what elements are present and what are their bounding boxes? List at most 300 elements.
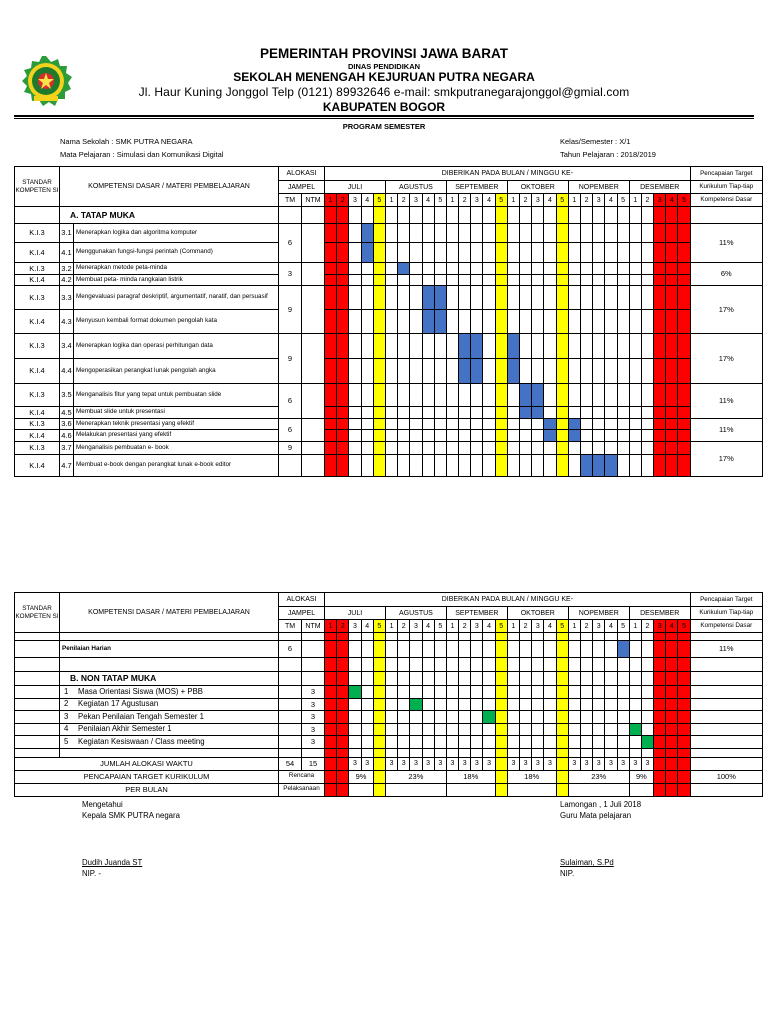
week-cell: [446, 263, 458, 275]
week-cell: [580, 686, 592, 699]
week-cell: [568, 748, 580, 757]
week-cell: [325, 407, 337, 419]
ki-code: K.I.3: [15, 224, 60, 243]
week-cell: [410, 407, 422, 419]
tm-allocation: 3: [279, 263, 302, 286]
week-cell: [385, 334, 397, 359]
week-cell: [507, 430, 519, 442]
header-week: 3: [532, 620, 544, 633]
ntm-activity: [60, 686, 279, 699]
week-cell: [385, 672, 397, 686]
week-cell: [385, 641, 397, 658]
week-cell: [434, 698, 446, 711]
week-cell: [617, 641, 629, 658]
week-cell: [593, 243, 605, 263]
week-cell: [459, 384, 471, 407]
letterhead-rule-thin: [14, 118, 754, 119]
week-cell: [325, 641, 337, 658]
week-cell: [568, 384, 580, 407]
week-cell: [544, 243, 556, 263]
week-cell: [605, 633, 617, 641]
week-cell: [666, 455, 678, 477]
week-cell: [446, 711, 458, 724]
week-cell: [373, 359, 385, 384]
week-cell: [349, 736, 361, 749]
week-cell: [325, 633, 337, 641]
week-cell: [471, 359, 483, 384]
week-cell: [544, 641, 556, 658]
week-cell: [471, 286, 483, 310]
week-cell: [605, 658, 617, 672]
week-cell: [629, 736, 641, 749]
week-cell: [349, 419, 361, 430]
week-cell: [507, 641, 519, 658]
header-target-3: Kompetensi Dasar: [690, 194, 762, 207]
week-cell: [398, 334, 410, 359]
week-cell: [495, 748, 507, 757]
kd-number: 3.6: [61, 419, 72, 429]
week-cell: [398, 455, 410, 477]
week-cell: [373, 723, 385, 736]
ki-code: K.I.4: [15, 430, 60, 442]
week-cell: [593, 207, 605, 224]
week-cell: [532, 442, 544, 455]
week-cell: [337, 723, 349, 736]
pencapaian-month: 23%: [568, 770, 629, 783]
week-cell: [520, 711, 532, 724]
week-cell: [507, 243, 519, 263]
meta-class: Kelas/Semester : X/1: [560, 137, 631, 146]
pencapaian-month: 9%: [629, 770, 653, 783]
blank-cell: [302, 672, 325, 686]
week-cell: [361, 658, 373, 672]
week-cell: [446, 286, 458, 310]
kd-number: 4.2: [61, 275, 72, 285]
week-cell: [593, 698, 605, 711]
header-month: JULI: [325, 181, 386, 194]
week-cell: [617, 334, 629, 359]
week-cell: [361, 633, 373, 641]
ntm-row: [15, 736, 763, 749]
week-cell: [678, 275, 690, 286]
week-cell: [580, 698, 592, 711]
week-cell: [483, 275, 495, 286]
week-cell: [434, 736, 446, 749]
header-week: 3: [654, 620, 666, 633]
week-cell: [641, 275, 653, 286]
week-cell: [422, 633, 434, 641]
week-cell: [337, 430, 349, 442]
week-cell: [459, 419, 471, 430]
pencapaian-month: 23%: [385, 770, 446, 783]
week-cell: [507, 672, 519, 686]
kd-number: 4.3: [60, 310, 74, 334]
kd-text: Melakukan presentasi yang efektif: [74, 430, 279, 442]
blank-cell: [60, 658, 279, 672]
jumlah-week: 3: [617, 757, 629, 770]
week-cell: [495, 243, 507, 263]
header-week: 5: [434, 620, 446, 633]
week-cell: [556, 672, 568, 686]
pelaksanaan-month: [349, 783, 373, 796]
week-cell: [410, 359, 422, 384]
week-cell: [459, 407, 471, 419]
week-cell: [568, 633, 580, 641]
week-cell: [385, 455, 397, 477]
week-cell: [373, 633, 385, 641]
pencapaian-row: [15, 770, 763, 783]
week-cell: [459, 455, 471, 477]
week-cell: [483, 419, 495, 430]
week-cell: [325, 334, 337, 359]
ntm-row: [15, 711, 763, 724]
ntm-number: 5: [64, 736, 69, 746]
week-cell: [434, 658, 446, 672]
week-cell: [483, 207, 495, 224]
week-cell: [507, 419, 519, 430]
week-cell: [483, 736, 495, 749]
blank-cell: [279, 711, 302, 724]
week-cell: [459, 748, 471, 757]
week-cell: [629, 748, 641, 757]
kd-row: [15, 430, 763, 442]
week-cell: [459, 672, 471, 686]
week-cell: [434, 419, 446, 430]
week-cell: [483, 455, 495, 477]
ntm-value: 3: [302, 736, 325, 749]
week-cell: [617, 263, 629, 275]
week-cell: [495, 672, 507, 686]
week-cell: [520, 442, 532, 455]
week-cell: [337, 419, 349, 430]
week-cell: [593, 442, 605, 455]
week-cell: [373, 641, 385, 658]
week-cell: [349, 672, 361, 686]
week-cell: [422, 334, 434, 359]
week-cell: [629, 658, 641, 672]
week-cell: [654, 384, 666, 407]
kd-row: [15, 384, 763, 407]
week-cell: [422, 359, 434, 384]
week-cell: [678, 711, 690, 724]
blank-cell: [279, 686, 302, 699]
week-cell: [373, 672, 385, 686]
week-cell: [568, 641, 580, 658]
header-week: 5: [678, 620, 690, 633]
week-cell: [325, 263, 337, 275]
header-week: 1: [325, 194, 337, 207]
week-cell: [422, 641, 434, 658]
week-cell: [422, 698, 434, 711]
week-cell: [629, 723, 641, 736]
ntm-allocation: [302, 224, 325, 263]
week-cell: [666, 736, 678, 749]
header-month: JULI: [325, 607, 386, 620]
week-cell: [398, 263, 410, 275]
week-cell: [446, 633, 458, 641]
tm-allocation: 9: [279, 286, 302, 334]
kd-text: Membuat e-book dengan perangkat lunak e-book editor: [74, 455, 279, 477]
week-cell: [520, 641, 532, 658]
week-cell: [446, 686, 458, 699]
week-cell: [325, 430, 337, 442]
kd-text: Menyusun kembali format dokumen pengolah kata: [74, 310, 279, 334]
week-cell: [483, 748, 495, 757]
jumlah-week: [325, 757, 337, 770]
week-cell: [580, 723, 592, 736]
header-kd: KOMPETENSI DASAR / MATERI PEMBELAJARAN: [60, 167, 279, 207]
week-cell: [520, 286, 532, 310]
week-cell: [325, 207, 337, 224]
week-cell: [471, 455, 483, 477]
jumlah-week: [373, 757, 385, 770]
week-cell: [495, 384, 507, 407]
header-tm: TM: [279, 194, 302, 207]
ntm-allocation: [302, 384, 325, 419]
blank-cell: [60, 633, 279, 641]
week-cell: [349, 658, 361, 672]
week-cell: [532, 224, 544, 243]
ntm-label: Pekan Penilaian Tengah Semester 1: [78, 711, 204, 721]
week-cell: [398, 736, 410, 749]
header-week: 2: [459, 194, 471, 207]
week-cell: [373, 334, 385, 359]
blank-cell: [690, 686, 762, 699]
week-cell: [349, 207, 361, 224]
week-cell: [532, 419, 544, 430]
week-cell: [580, 334, 592, 359]
week-cell: [629, 286, 641, 310]
kd-row: [15, 286, 763, 310]
week-cell: [617, 275, 629, 286]
week-cell: [605, 243, 617, 263]
week-cell: [580, 748, 592, 757]
week-cell: [617, 224, 629, 243]
header-alokasi: ALOKASI: [279, 167, 325, 181]
kd-number: 4.1: [60, 243, 74, 263]
week-cell: [337, 783, 349, 796]
week-cell: [544, 263, 556, 275]
week-cell: [678, 359, 690, 384]
week-cell: [568, 736, 580, 749]
header-week: 4: [666, 194, 678, 207]
target-percent: 11%: [690, 419, 762, 442]
week-cell: [666, 633, 678, 641]
week-cell: [666, 384, 678, 407]
week-cell: [459, 207, 471, 224]
week-cell: [568, 672, 580, 686]
week-cell: [654, 455, 666, 477]
week-cell: [678, 207, 690, 224]
week-cell: [434, 748, 446, 757]
week-cell: [385, 286, 397, 310]
week-cell: [617, 455, 629, 477]
week-cell: [471, 419, 483, 430]
ki-code: K.I.4: [15, 455, 60, 477]
week-cell: [373, 442, 385, 455]
week-cell: [398, 275, 410, 286]
jumlah-week: 3: [361, 757, 373, 770]
week-cell: [556, 711, 568, 724]
week-cell: [641, 407, 653, 419]
week-cell: [532, 723, 544, 736]
week-cell: [337, 224, 349, 243]
week-cell: [556, 455, 568, 477]
ntm-number: 1: [64, 686, 69, 696]
week-cell: [349, 359, 361, 384]
header-kd: KOMPETENSI DASAR / MATERI PEMBELAJARAN: [60, 593, 279, 633]
week-cell: [520, 736, 532, 749]
week-cell: [593, 384, 605, 407]
week-cell: [459, 275, 471, 286]
week-cell: [361, 310, 373, 334]
kd-number: 3.7: [60, 442, 74, 455]
jumlah-week: 3: [544, 757, 556, 770]
week-cell: [520, 275, 532, 286]
week-cell: [422, 286, 434, 310]
week-cell: [410, 711, 422, 724]
header-week: 3: [593, 620, 605, 633]
ki-code: K.I.3: [15, 263, 60, 275]
header-standard: STANDAR KOMPETEN SI: [15, 593, 60, 633]
week-cell: [361, 748, 373, 757]
week-cell: [410, 224, 422, 243]
week-cell: [568, 430, 580, 442]
blank-cell: [15, 711, 60, 724]
week-cell: [593, 455, 605, 477]
week-cell: [544, 334, 556, 359]
pelaksanaan-month: [629, 783, 653, 796]
week-cell: [446, 275, 458, 286]
pencapaian-total: 100%: [690, 770, 762, 783]
week-cell: [654, 641, 666, 658]
week-cell: [641, 224, 653, 243]
week-cell: [373, 286, 385, 310]
week-cell: [385, 359, 397, 384]
week-cell: [349, 263, 361, 275]
week-cell: [654, 633, 666, 641]
blank-cell: [690, 633, 762, 641]
week-cell: [556, 442, 568, 455]
week-cell: [678, 455, 690, 477]
section-a-title: A. TATAP MUKA: [60, 207, 279, 224]
week-cell: [580, 430, 592, 442]
week-cell: [495, 658, 507, 672]
header-week: 3: [349, 620, 361, 633]
week-cell: [471, 736, 483, 749]
week-cell: [483, 407, 495, 419]
week-cell: [434, 430, 446, 442]
week-cell: [337, 359, 349, 384]
week-cell: [654, 243, 666, 263]
blank-cell: [15, 658, 60, 672]
week-cell: [495, 286, 507, 310]
week-cell: [593, 286, 605, 310]
jumlah-row: [15, 757, 763, 770]
week-cell: [398, 207, 410, 224]
week-cell: [459, 263, 471, 275]
week-cell: [678, 224, 690, 243]
section-b-row: [15, 672, 763, 686]
week-cell: [483, 263, 495, 275]
week-cell: [654, 711, 666, 724]
week-cell: [580, 359, 592, 384]
week-cell: [373, 711, 385, 724]
ki-code: K.I.4: [15, 359, 60, 384]
week-cell: [495, 430, 507, 442]
week-cell: [410, 736, 422, 749]
week-cell: [544, 384, 556, 407]
jumlah-week: 3: [641, 757, 653, 770]
week-cell: [580, 736, 592, 749]
week-cell: [507, 275, 519, 286]
jumlah-week: 3: [410, 757, 422, 770]
week-cell: [434, 686, 446, 699]
ki-code: K.I.4: [15, 243, 60, 263]
week-cell: [495, 711, 507, 724]
jumlah-week: 3: [483, 757, 495, 770]
week-cell: [422, 658, 434, 672]
week-cell: [337, 633, 349, 641]
week-cell: [434, 359, 446, 384]
week-cell: [544, 686, 556, 699]
week-cell: [349, 711, 361, 724]
week-cell: [544, 748, 556, 757]
week-cell: [398, 224, 410, 243]
week-cell: [556, 783, 568, 796]
blank-cell: [302, 748, 325, 757]
week-cell: [434, 286, 446, 310]
blank-cell: [690, 207, 762, 224]
jumlah-week: 3: [593, 757, 605, 770]
week-cell: [446, 407, 458, 419]
week-cell: [544, 633, 556, 641]
week-cell: [495, 334, 507, 359]
week-cell: [349, 686, 361, 699]
header-target-2: Kurikulum Tiap-tiap: [690, 181, 762, 194]
week-cell: [556, 224, 568, 243]
blank-cell: [690, 723, 762, 736]
tm-allocation: 9: [279, 334, 302, 384]
week-cell: [410, 334, 422, 359]
header-week: 5: [434, 194, 446, 207]
week-cell: [593, 641, 605, 658]
week-cell: [422, 243, 434, 263]
week-cell: [422, 455, 434, 477]
week-cell: [654, 419, 666, 430]
tm-allocation: [279, 455, 302, 477]
pelaksanaan-label: Pelaksanaan: [279, 783, 325, 796]
week-cell: [654, 286, 666, 310]
week-cell: [556, 736, 568, 749]
week-cell: [568, 698, 580, 711]
week-cell: [398, 407, 410, 419]
week-cell: [568, 723, 580, 736]
week-cell: [544, 711, 556, 724]
kd-text: Menerapkan logika dan algoritma komputer: [74, 224, 279, 243]
week-cell: [605, 748, 617, 757]
week-cell: [410, 698, 422, 711]
week-cell: [349, 384, 361, 407]
week-cell: [325, 658, 337, 672]
kd-number: 4.7: [60, 455, 74, 477]
week-cell: [325, 672, 337, 686]
kd-text: Mengoperasikan perangkat lunak pengolah angka: [74, 359, 279, 384]
week-cell: [398, 711, 410, 724]
week-cell: [471, 633, 483, 641]
week-cell: [337, 334, 349, 359]
week-cell: [641, 633, 653, 641]
